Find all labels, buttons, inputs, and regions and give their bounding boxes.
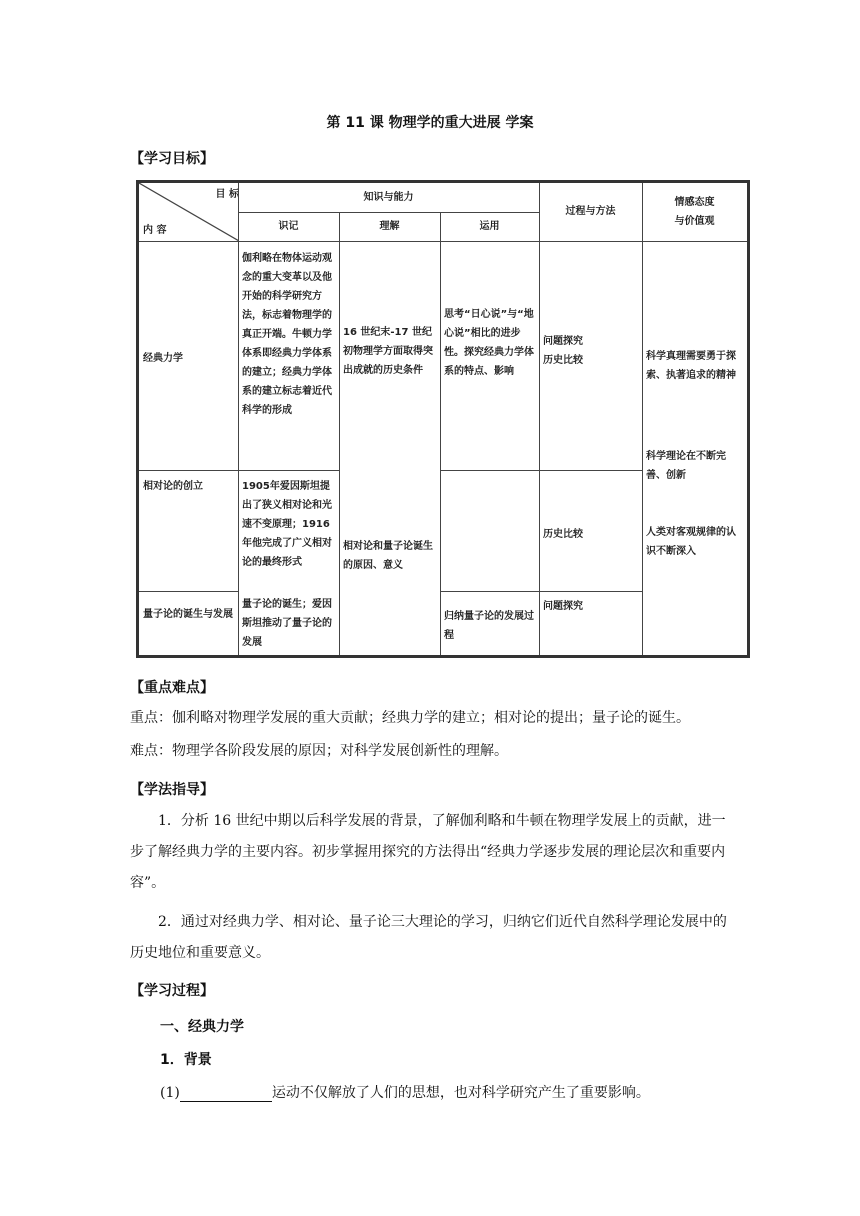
header-understand: 理解	[379, 221, 400, 232]
keypoints-difficulty: 难点：物理学各阶段发展的原因；对科学发展创新性的理解。	[130, 743, 508, 759]
section-heading-method: 【学法指导】	[130, 782, 214, 798]
process-background: 1．背景	[160, 1052, 212, 1068]
section-heading-process: 【学习过程】	[130, 983, 214, 999]
attitude-1: 科学真理需要勇于探索、执著追求的精神	[646, 351, 736, 381]
row-recall-relativity: 1905年爱因斯坦提出了狭义相对论和光速不变原理；1916年他完成了广义相对论的最终形式	[242, 481, 332, 568]
header-knowledge: 知识与能力	[363, 192, 414, 203]
understand-bottom: 相对论和量子论诞生的原因、意义	[343, 541, 433, 571]
row-process-relativity: 历史比较	[543, 529, 583, 540]
corner-label-goal: 目 标	[215, 189, 239, 200]
header-recall: 识记	[278, 221, 299, 232]
attitude-2: 科学理论在不断完善、创新	[646, 451, 726, 481]
method-item-1: 1．分析 16 世纪中期以后科学发展的背景，了解伽利略和牛顿在物理学发展上的贡献，进一步了解经典力学的主要内容。初步掌握用探究的方法得出“经典力学逐步发展的理论层次和重要内容”。	[130, 813, 726, 891]
row-recall-quantum: 量子论的诞生；爱因斯坦推动了量子论的发展	[242, 599, 332, 648]
understand-top: 16 世纪末-17 世纪初物理学方面取得突出成就的历史条件	[343, 327, 433, 376]
row-recall-classical: 伽利略在物体运动观念的重大变革以及他开始的科学研究方法，标志着物理学的真正开端。牛顿力学体系即经典力学体系的建立；经典力学体系的建立标志着近代科学的形成	[242, 253, 332, 416]
corner-label-content: 内 容	[143, 225, 167, 236]
header-apply: 运用	[479, 221, 500, 232]
objectives-table	[136, 180, 750, 658]
page-title: 第 11 课 物理学的重大进展 学案	[326, 115, 534, 131]
question-1-number: (1)	[160, 1085, 180, 1101]
header-attitude: 情感态度 与价值观	[674, 197, 715, 227]
method-item-2: 2．通过对经典力学、相对论、量子论三大理论的学习，归纳它们近代自然科学理论发展中的历史地位和重要意义。	[130, 914, 727, 961]
section-heading-goals: 【学习目标】	[130, 151, 214, 167]
header-process: 过程与方法	[565, 206, 616, 217]
fill-in-blank[interactable]	[180, 1087, 272, 1102]
question-1-text: 运动不仅解放了人们的思想，也对科学研究产生了重要影响。	[271, 1085, 650, 1101]
attitude-3: 人类对客观规律的认识不断深入	[646, 527, 736, 557]
row-topic-quantum: 量子论的诞生与发展	[143, 609, 233, 620]
process-question-1	[160, 1082, 650, 1102]
row-topic-classical: 经典力学	[143, 353, 183, 364]
process-part-1: 一、经典力学	[160, 1019, 244, 1035]
section-heading-keypoints: 【重点难点】	[130, 680, 214, 696]
row-apply-classical: 思考“日心说”与“地心说”相比的进步性。探究经典力学体系的特点、影响	[444, 309, 534, 377]
row-process-quantum: 问题探究	[543, 601, 583, 612]
row-topic-relativity: 相对论的创立	[143, 481, 203, 492]
row-process-classical: 问题探究 历史比较	[543, 336, 583, 366]
keypoints-focus: 重点：伽利略对物理学发展的重大贡献；经典力学的建立；相对论的提出；量子论的诞生。	[130, 710, 690, 726]
row-apply-quantum: 归纳量子论的发展过程	[444, 611, 534, 641]
